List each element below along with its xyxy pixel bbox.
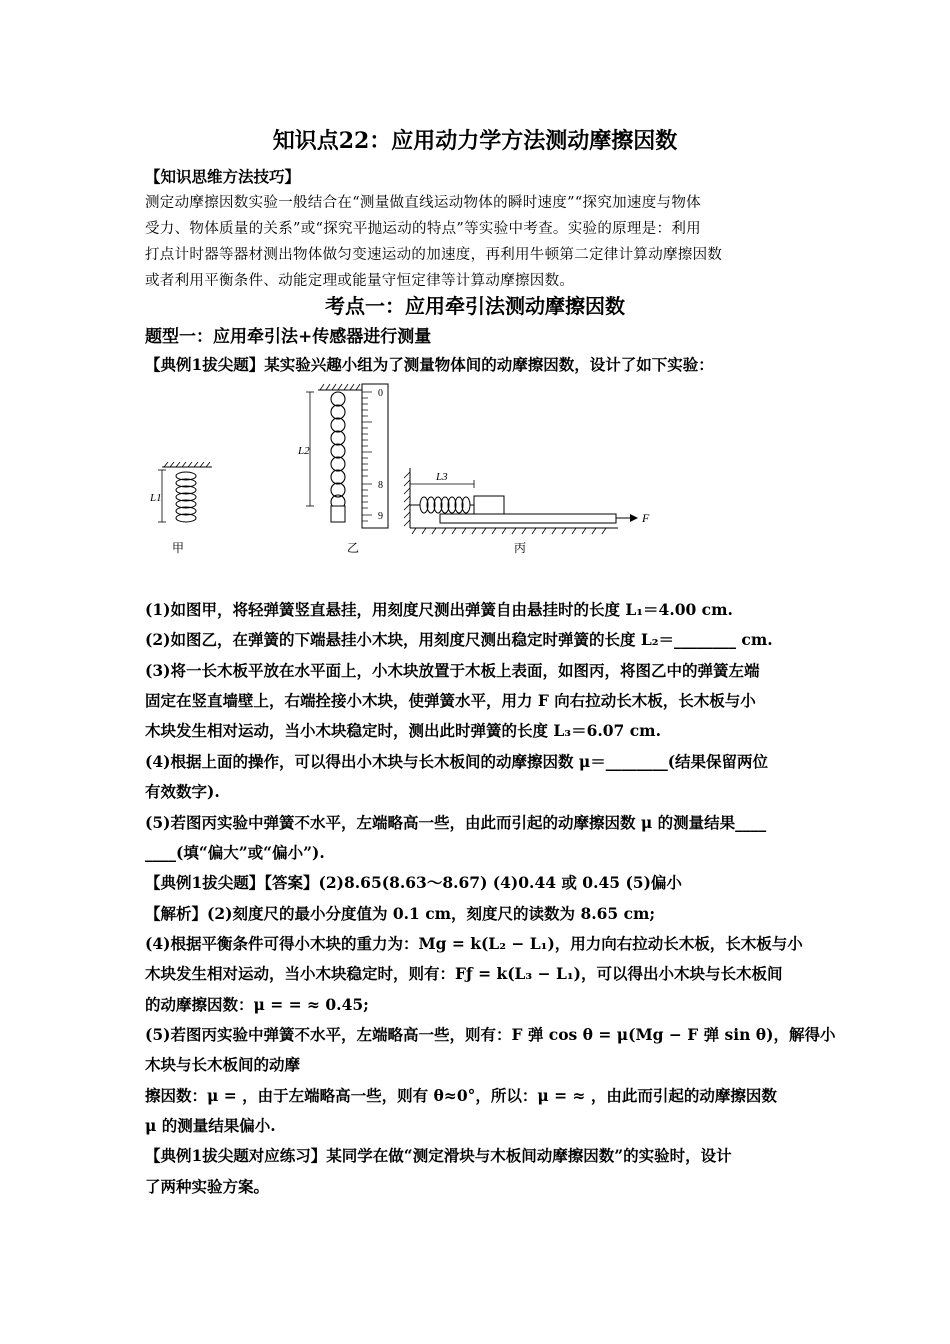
analysis-line-4: 的动摩擦因数：μ = = ≈ 0.45; xyxy=(145,995,369,1014)
label-jia: 甲 xyxy=(172,541,185,555)
question-line-2: (2)如图乙，在弹簧的下端悬挂小木块，用刻度尺测出稳定时弹簧的长度 L₂＝________ cm. xyxy=(145,630,773,649)
analysis-line-5: (5)若图丙实验中弹簧不水平，左端略高一些，则有：F 弹 cos θ = μ(Mg − F 弹 sin θ)，解得小 xyxy=(145,1025,836,1044)
question-line-3: (3)将一长木板平放在水平面上，小木块放置于木板上表面，如图丙，将图乙中的弹簧左端 xyxy=(145,661,760,680)
question-line-8: (5)若图丙实验中弹簧不水平，左端略高一些，由此而引起的动摩擦因数 μ 的测量结果____ xyxy=(145,813,767,832)
label-yi: 乙 xyxy=(347,541,360,555)
figure-jia xyxy=(149,462,212,555)
method-heading: 【知识思维方法技巧】 xyxy=(145,167,301,186)
example-intro: 【典例1拔尖题】某实验兴趣小组为了测量物体间的动摩擦因数，设计了如下实验： xyxy=(145,355,714,374)
question-line-5: 木块发生相对运动，当小木块稳定时，测出此时弹簧的长度 L₃＝6.07 cm. xyxy=(145,721,661,740)
scale-9: 9 xyxy=(378,511,383,522)
analysis-line-8: μ 的测量结果偏小. xyxy=(145,1116,276,1135)
method-line-1: 测定动摩擦因数实验一般结合在“测量做直线运动物体的瞬时速度”“探究加速度与物体 xyxy=(145,195,701,211)
question-line-6: (4)根据上面的操作，可以得出小木块与长木板间的动摩擦因数 μ＝________(结果保留两位 xyxy=(145,752,769,771)
analysis-line-2: (4)根据平衡条件可得小木块的重力为：Mg = k(L₂ − L₁)，用力向右拉动长木板，长木板与小 xyxy=(145,934,803,953)
practice-line-1: 【典例1拔尖题对应练习】某同学在做“测定滑块与木板间动摩擦因数”的实验时，设计 xyxy=(145,1146,732,1165)
analysis-line-7: 擦因数：μ = ，由于左端略高一些，则有 θ≈0°，所以：μ = ≈ ，由此而引起的动摩擦因数 xyxy=(145,1086,777,1105)
analysis-line-6: 木块与长木板间的动摩 xyxy=(145,1055,301,1074)
method-line-3: 打点计时器等器材测出物体做匀变速运动的加速度，再利用牛顿第二定律计算动摩擦因数 xyxy=(145,247,723,263)
label-F: F xyxy=(642,511,650,525)
section-title: 考点一：应用牵引法测动摩擦因数 xyxy=(325,294,625,318)
question-line-4: 固定在竖直墙壁上，右端拴接小木块，使弹簧水平，用力 F 向右拉动长木板，长木板与小 xyxy=(145,691,756,710)
page-title: 知识点22：应用动力学方法测动摩擦因数 xyxy=(272,128,678,154)
analysis-line-3: 木块发生相对运动，当小木块稳定时，则有：Fƒ = k(L₃ − L₁)，可以得出小木块与长木板间 xyxy=(145,964,783,983)
label-L2: L2 xyxy=(298,445,310,457)
practice-line-2: 了两种实验方案。 xyxy=(145,1177,270,1196)
scale-0: 0 xyxy=(378,388,383,399)
analysis-line-1: 【解析】(2)刻度尺的最小分度值为 0.1 cm，刻度尺的读数为 8.65 cm; xyxy=(145,904,656,923)
experiment-figure xyxy=(140,380,660,565)
figure-yi xyxy=(297,384,388,555)
label-L3: L3 xyxy=(436,471,448,483)
scale-8: 8 xyxy=(378,480,383,491)
type-heading: 题型一：应用牵引法+传感器进行测量 xyxy=(145,327,432,347)
question-line-1: (1)如图甲，将轻弹簧竖直悬挂，用刻度尺测出弹簧自由悬挂时的长度 L₁＝4.00 cm. xyxy=(145,600,733,619)
label-bing: 丙 xyxy=(514,541,527,555)
method-line-2: 受力、物体质量的关系”或“探究平抛运动的特点”等实验中考查。实验的原理是：利用 xyxy=(145,221,701,237)
method-line-4: 或者利用平衡条件、动能定理或能量守恒定律等计算动摩擦因数。 xyxy=(145,273,575,289)
figure-bing xyxy=(404,468,650,555)
question-line-9: ____(填“偏大”或“偏小”). xyxy=(145,843,325,862)
answer-line: 【典例1拔尖题】【答案】(2)8.65(8.63～8.67) (4)0.44 或 0.45 (5)偏小 xyxy=(145,873,682,892)
label-L1: L1 xyxy=(150,492,162,504)
question-line-7: 有效数字). xyxy=(145,782,220,801)
